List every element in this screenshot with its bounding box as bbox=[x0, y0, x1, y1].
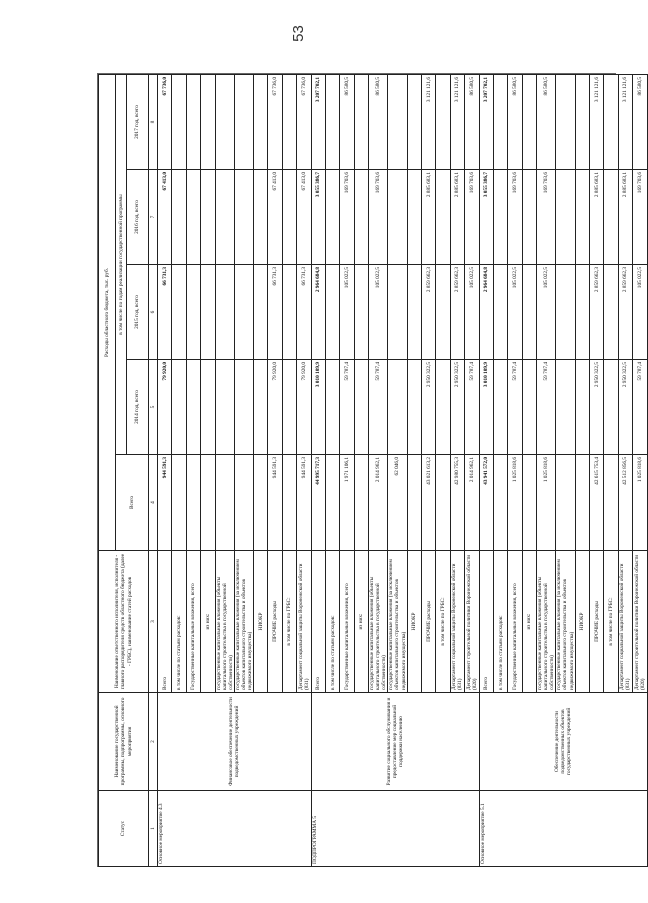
value-cell-y2017: 86 580,5 bbox=[369, 74, 388, 169]
value-cell-y2015 bbox=[407, 265, 421, 360]
column-number: 7 bbox=[149, 170, 158, 265]
expense-item-cell: ПРОЧИЕ расходы bbox=[590, 551, 604, 693]
value-cell-total bbox=[556, 455, 575, 551]
value-cell-y2014 bbox=[186, 360, 200, 455]
value-cell-total bbox=[407, 455, 421, 551]
header-expenses-title: Расходы областного бюджета, тыс. руб. bbox=[99, 74, 116, 550]
expense-item-cell: государственные капитальные вложения (объекты капитального строительства в государственной собственности) bbox=[537, 551, 556, 693]
program-name-cell: Обеспечение деятельности подведомственных объектов государственных учреждений bbox=[479, 693, 647, 791]
value-cell-y2016 bbox=[172, 170, 186, 265]
value-cell-y2016: 2 885 683,1 bbox=[450, 170, 464, 265]
value-cell-y2014: 59 787,4 bbox=[369, 360, 388, 455]
value-cell-total bbox=[234, 455, 253, 551]
value-cell-total bbox=[325, 455, 339, 551]
expense-item-cell: НИОКР bbox=[575, 551, 589, 693]
value-cell-y2016 bbox=[186, 170, 200, 265]
value-cell-y2014 bbox=[407, 360, 421, 455]
value-cell-y2016 bbox=[407, 170, 421, 265]
value-cell-y2017 bbox=[172, 74, 186, 169]
column-number: 1 bbox=[149, 791, 158, 867]
value-cell-y2014: 79 920,0 bbox=[297, 360, 311, 455]
program-name-cell: Финансовое обеспечение деятельности подведомственных учреждений bbox=[158, 693, 312, 791]
value-cell-y2014 bbox=[172, 360, 186, 455]
value-cell-y2015 bbox=[556, 265, 575, 360]
column-number: 5 bbox=[149, 360, 158, 455]
value-cell-y2017 bbox=[186, 74, 200, 169]
value-cell-y2016: 3 055 386,7 bbox=[311, 170, 325, 265]
value-cell-y2016 bbox=[493, 170, 507, 265]
expense-item-cell: ПРОЧИЕ расходы bbox=[422, 551, 436, 693]
expense-item-cell: Департамент социальной защиты Воронежской области (831) bbox=[450, 551, 464, 693]
table-row bbox=[158, 74, 172, 866]
expense-item-cell: Департамент социальной защиты Воронежской области (831) bbox=[618, 551, 632, 693]
program-name-cell: Развитие социального обслуживания и предоставление мер социальной поддержки населению bbox=[311, 693, 479, 791]
value-cell-y2015: 66 731,3 bbox=[268, 265, 282, 360]
expense-item-cell: в том числе по ГРБС: bbox=[436, 551, 450, 693]
value-cell-y2016: 2 885 683,1 bbox=[422, 170, 436, 265]
expense-item-cell: из них: bbox=[354, 551, 368, 693]
value-cell-y2014: 3 010 109,9 bbox=[311, 360, 325, 455]
value-cell-y2015: 2 964 684,8 bbox=[311, 265, 325, 360]
value-cell-y2015: 105 022,5 bbox=[369, 265, 388, 360]
value-cell-y2014 bbox=[282, 360, 296, 455]
value-cell-y2017: 67 736,0 bbox=[297, 74, 311, 169]
status-cell: Основное мероприятие 4.3 bbox=[158, 791, 312, 867]
value-cell-y2015: 2 859 662,3 bbox=[618, 265, 632, 360]
expense-item-cell: НИОКР bbox=[407, 551, 421, 693]
table-body bbox=[158, 74, 648, 866]
value-cell-y2016 bbox=[215, 170, 234, 265]
value-cell-y2017 bbox=[215, 74, 234, 169]
value-cell-y2017 bbox=[407, 74, 421, 169]
value-cell-total: 44 995 717,3 bbox=[311, 455, 325, 551]
value-cell-y2017 bbox=[522, 74, 536, 169]
value-cell-y2016: 169 703,6 bbox=[537, 170, 556, 265]
value-cell-y2017 bbox=[436, 74, 450, 169]
expense-item-cell: государственные капитальные вложения (за исключением объектов капитального строительства и объектов недвижимого имущества) bbox=[388, 551, 407, 693]
value-cell-y2017 bbox=[254, 74, 268, 169]
header-by-years: в том числе по годам реализации государственной программы bbox=[116, 74, 127, 454]
value-cell-total: 2 014 962,1 bbox=[465, 455, 479, 551]
value-cell-y2017 bbox=[354, 74, 368, 169]
value-cell-y2014: 2 950 322,5 bbox=[450, 360, 464, 455]
value-cell-y2016 bbox=[388, 170, 407, 265]
value-cell-y2014 bbox=[575, 360, 589, 455]
value-cell-y2016 bbox=[436, 170, 450, 265]
value-cell-y2015 bbox=[436, 265, 450, 360]
value-cell-total: 2 014 962,1 bbox=[369, 455, 388, 551]
expense-item-cell: Департамент социальной защиты Воронежской области (831) bbox=[297, 551, 311, 693]
expense-item-cell: Государственные капитальные вложения, всего bbox=[186, 551, 200, 693]
value-cell-y2015 bbox=[201, 265, 215, 360]
value-cell-y2015: 2 964 684,8 bbox=[479, 265, 493, 360]
column-numbers-row bbox=[149, 74, 158, 866]
value-cell-total bbox=[575, 455, 589, 551]
header-item: Наименование ответственного исполнителя, исполнителя - главного распорядителя средств областного бюджета (далее - ГРБС), наименование статей расходов bbox=[99, 551, 149, 693]
value-cell-total: 944 591,3 bbox=[158, 455, 172, 551]
value-cell-y2017: 3 207 702,1 bbox=[479, 74, 493, 169]
value-cell-y2017 bbox=[234, 74, 253, 169]
value-cell-y2015: 66 731,3 bbox=[158, 265, 172, 360]
table-header bbox=[99, 74, 158, 866]
value-cell-y2017 bbox=[388, 74, 407, 169]
value-cell-y2016: 2 885 683,1 bbox=[590, 170, 604, 265]
value-cell-total: 43 941 572,0 bbox=[479, 455, 493, 551]
value-cell-y2014: 2 950 322,5 bbox=[590, 360, 604, 455]
expense-item-cell: Всего bbox=[479, 551, 493, 693]
value-cell-y2017: 3 121 121,6 bbox=[450, 74, 464, 169]
value-cell-y2016: 67 413,0 bbox=[268, 170, 282, 265]
expense-item-cell: из них: bbox=[522, 551, 536, 693]
value-cell-y2015: 2 859 662,3 bbox=[450, 265, 464, 360]
value-cell-y2015: 105 022,5 bbox=[465, 265, 479, 360]
expense-item-cell: государственные капитальные вложения (объекты капитального строительства в государственной собственности) bbox=[215, 551, 234, 693]
value-cell-total: 62 046,0 bbox=[388, 455, 407, 551]
value-cell-y2017 bbox=[604, 74, 618, 169]
header-status: Статус bbox=[99, 791, 149, 867]
value-cell-y2016 bbox=[201, 170, 215, 265]
value-cell-y2015 bbox=[282, 265, 296, 360]
value-cell-y2017 bbox=[282, 74, 296, 169]
value-cell-y2016: 169 703,6 bbox=[465, 170, 479, 265]
value-cell-total: 944 591,3 bbox=[297, 455, 311, 551]
value-cell-y2017: 3 121 121,6 bbox=[422, 74, 436, 169]
value-cell-y2016: 3 055 386,7 bbox=[479, 170, 493, 265]
value-cell-y2015 bbox=[354, 265, 368, 360]
value-cell-y2014 bbox=[354, 360, 368, 455]
value-cell-y2017 bbox=[493, 74, 507, 169]
value-cell-y2014: 59 787,4 bbox=[340, 360, 354, 455]
header-year-2016: 2016 год, всего bbox=[127, 170, 149, 265]
value-cell-y2014: 59 787,4 bbox=[633, 360, 647, 455]
budget-table bbox=[98, 74, 648, 867]
value-cell-total bbox=[215, 455, 234, 551]
value-cell-y2014: 59 787,4 bbox=[537, 360, 556, 455]
value-cell-y2015 bbox=[172, 265, 186, 360]
value-cell-y2017: 3 121 121,6 bbox=[590, 74, 604, 169]
value-cell-y2016 bbox=[522, 170, 536, 265]
value-cell-y2017: 86 580,5 bbox=[340, 74, 354, 169]
value-cell-y2015: 105 022,5 bbox=[537, 265, 556, 360]
value-cell-y2014 bbox=[436, 360, 450, 455]
value-cell-y2015 bbox=[388, 265, 407, 360]
value-cell-y2016 bbox=[325, 170, 339, 265]
value-cell-total bbox=[522, 455, 536, 551]
expense-item-cell: из них: bbox=[201, 551, 215, 693]
value-cell-total: 1 025 818,6 bbox=[633, 455, 647, 551]
value-cell-y2014: 2 950 322,5 bbox=[422, 360, 436, 455]
value-cell-total: 42 980 755,3 bbox=[450, 455, 464, 551]
value-cell-y2015: 66 731,3 bbox=[297, 265, 311, 360]
value-cell-y2015 bbox=[325, 265, 339, 360]
value-cell-y2017: 67 736,0 bbox=[158, 74, 172, 169]
value-cell-y2014: 3 010 109,9 bbox=[479, 360, 493, 455]
expense-item-cell: в том числе по статьям расходов: bbox=[172, 551, 186, 693]
value-cell-total bbox=[282, 455, 296, 551]
value-cell-y2015 bbox=[604, 265, 618, 360]
value-cell-total: 1 971 106,1 bbox=[340, 455, 354, 551]
value-cell-y2017 bbox=[201, 74, 215, 169]
value-cell-y2016: 67 413,0 bbox=[297, 170, 311, 265]
table-row bbox=[311, 74, 325, 866]
value-cell-y2016 bbox=[556, 170, 575, 265]
expense-item-cell: в том числе по статьям расходов: bbox=[325, 551, 339, 693]
value-cell-y2015: 105 022,5 bbox=[508, 265, 522, 360]
value-cell-y2016: 169 703,6 bbox=[508, 170, 522, 265]
table-row bbox=[479, 74, 493, 866]
value-cell-y2016: 67 413,0 bbox=[158, 170, 172, 265]
value-cell-total bbox=[254, 455, 268, 551]
expense-item-cell: государственные капитальные вложения (объекты капитального строительства в государственной собственности) bbox=[369, 551, 388, 693]
value-cell-y2016 bbox=[575, 170, 589, 265]
value-cell-total bbox=[354, 455, 368, 551]
column-number: 8 bbox=[149, 74, 158, 169]
value-cell-y2017: 67 736,0 bbox=[268, 74, 282, 169]
value-cell-y2017: 86 580,5 bbox=[508, 74, 522, 169]
expense-item-cell: государственные капитальные вложения (за исключением объектов капитального строительства и объектов недвижимого имущества) bbox=[556, 551, 575, 693]
value-cell-total: 43 021 613,2 bbox=[422, 455, 436, 551]
value-cell-total bbox=[493, 455, 507, 551]
value-cell-y2016 bbox=[234, 170, 253, 265]
value-cell-y2014 bbox=[556, 360, 575, 455]
value-cell-y2017 bbox=[325, 74, 339, 169]
column-number: 3 bbox=[149, 551, 158, 693]
value-cell-total bbox=[604, 455, 618, 551]
value-cell-y2015 bbox=[234, 265, 253, 360]
value-cell-total: 944 591,3 bbox=[268, 455, 282, 551]
expense-item-cell: в том числе по статьям расходов: bbox=[493, 551, 507, 693]
value-cell-total: 42 615 753,4 bbox=[590, 455, 604, 551]
header-year-2015: 2015 год, всего bbox=[127, 265, 149, 360]
expense-item-cell: НИОКР bbox=[254, 551, 268, 693]
value-cell-total: 1 025 818,6 bbox=[537, 455, 556, 551]
rotated-page-content bbox=[98, 74, 646, 867]
header-year-2014: 2014 год, всего bbox=[127, 360, 149, 455]
value-cell-total bbox=[201, 455, 215, 551]
value-cell-y2015: 2 859 662,3 bbox=[590, 265, 604, 360]
expense-item-cell: в том числе по ГРБС: bbox=[604, 551, 618, 693]
value-cell-y2014 bbox=[604, 360, 618, 455]
value-cell-y2017 bbox=[556, 74, 575, 169]
page-number: 53 bbox=[289, 24, 307, 42]
value-cell-y2014: 59 787,4 bbox=[465, 360, 479, 455]
expense-item-cell: в том числе по ГРБС: bbox=[282, 551, 296, 693]
value-cell-y2016: 2 885 683,1 bbox=[618, 170, 632, 265]
value-cell-y2014 bbox=[325, 360, 339, 455]
value-cell-y2016: 169 703,6 bbox=[369, 170, 388, 265]
expense-item-cell: Всего bbox=[311, 551, 325, 693]
column-number: 2 bbox=[149, 693, 158, 791]
column-number: 6 bbox=[149, 265, 158, 360]
value-cell-y2017: 86 580,5 bbox=[465, 74, 479, 169]
header-program-name: Наименование государственной программы, подпрограммы, основного мероприятия bbox=[99, 693, 149, 791]
status-cell: Основное мероприятие 5.1 bbox=[479, 791, 647, 867]
value-cell-y2014 bbox=[493, 360, 507, 455]
value-cell-y2014 bbox=[388, 360, 407, 455]
value-cell-y2014: 2 950 322,5 bbox=[618, 360, 632, 455]
value-cell-y2014 bbox=[234, 360, 253, 455]
value-cell-total bbox=[186, 455, 200, 551]
value-cell-y2015: 105 022,5 bbox=[340, 265, 354, 360]
value-cell-y2014 bbox=[522, 360, 536, 455]
value-cell-y2014: 59 787,4 bbox=[508, 360, 522, 455]
value-cell-y2015 bbox=[493, 265, 507, 360]
value-cell-y2016: 169 703,6 bbox=[340, 170, 354, 265]
value-cell-y2017: 86 580,5 bbox=[537, 74, 556, 169]
expense-item-cell: Государственные капитальные вложения, всего bbox=[508, 551, 522, 693]
value-cell-y2015 bbox=[254, 265, 268, 360]
value-cell-y2017: 3 207 702,1 bbox=[311, 74, 325, 169]
column-number: 4 bbox=[149, 455, 158, 551]
expense-item-cell: Департамент строительной политики Воронежской области (820) bbox=[465, 551, 479, 693]
value-cell-total bbox=[172, 455, 186, 551]
value-cell-y2016 bbox=[282, 170, 296, 265]
expense-item-cell: Департамент строительной политики Воронежской области (820) bbox=[633, 551, 647, 693]
value-cell-total: 42 512 856,5 bbox=[618, 455, 632, 551]
value-cell-y2014 bbox=[215, 360, 234, 455]
expense-item-cell: Государственные капитальные вложения, всего bbox=[340, 551, 354, 693]
expense-item-cell: Всего bbox=[158, 551, 172, 693]
value-cell-y2015: 105 022,5 bbox=[633, 265, 647, 360]
value-cell-y2014 bbox=[254, 360, 268, 455]
value-cell-y2016 bbox=[354, 170, 368, 265]
status-cell: ПОДПРОГРАММА 5 bbox=[311, 791, 479, 867]
value-cell-y2017 bbox=[575, 74, 589, 169]
value-cell-y2014: 79 920,0 bbox=[158, 360, 172, 455]
value-cell-y2016: 169 703,6 bbox=[633, 170, 647, 265]
value-cell-y2014 bbox=[201, 360, 215, 455]
expense-item-cell: государственные капитальные вложения (за исключением объектов капитального строительства и объектов недвижимого имущества) bbox=[234, 551, 253, 693]
value-cell-total bbox=[436, 455, 450, 551]
value-cell-y2016 bbox=[254, 170, 268, 265]
value-cell-y2017: 86 580,5 bbox=[633, 74, 647, 169]
value-cell-y2014: 79 920,0 bbox=[268, 360, 282, 455]
value-cell-y2017: 3 121 121,6 bbox=[618, 74, 632, 169]
expense-item-cell: ПРОЧИЕ расходы bbox=[268, 551, 282, 693]
budget-table-frame bbox=[97, 73, 646, 867]
value-cell-y2015 bbox=[522, 265, 536, 360]
value-cell-y2015 bbox=[186, 265, 200, 360]
value-cell-total: 1 025 818,6 bbox=[508, 455, 522, 551]
value-cell-y2015 bbox=[215, 265, 234, 360]
header-total: Всего bbox=[116, 455, 149, 551]
value-cell-y2016 bbox=[604, 170, 618, 265]
value-cell-y2015 bbox=[575, 265, 589, 360]
header-year-2017: 2017 год, всего bbox=[127, 74, 149, 169]
value-cell-y2015: 2 859 662,3 bbox=[422, 265, 436, 360]
